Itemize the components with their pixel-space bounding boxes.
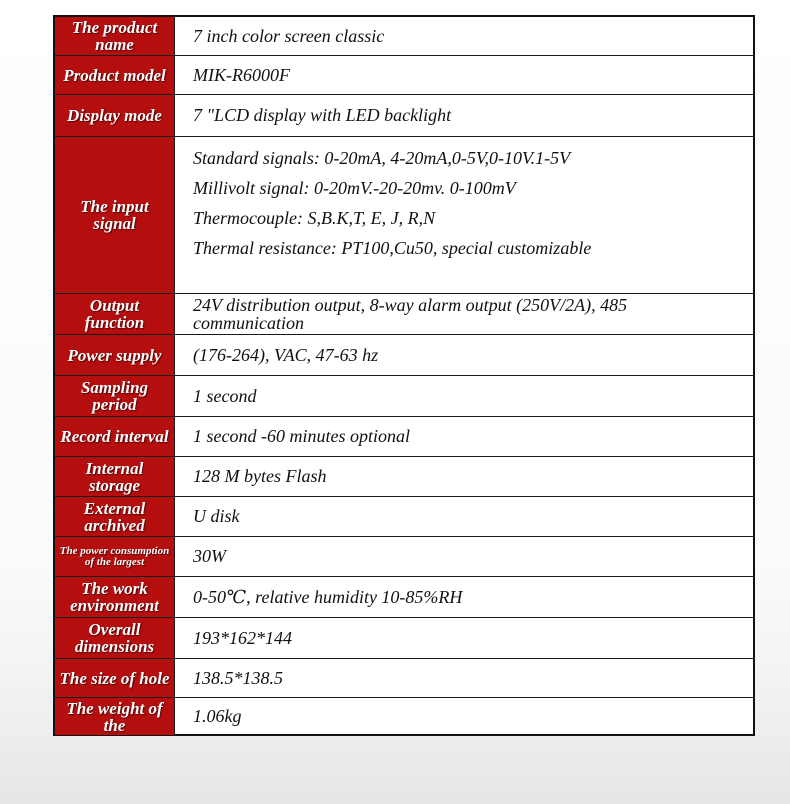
spec-row-overall-dimensions <box>55 618 753 659</box>
input-signal-line: Thermocouple: S,B.K,T, E, J, R,N <box>193 208 436 228</box>
spec-label: The input signal <box>55 137 175 293</box>
spec-row-hole-size <box>55 659 753 698</box>
spec-value: U disk <box>193 506 240 526</box>
spec-row-external-archived <box>55 497 753 537</box>
spec-value: 138.5*138.5 <box>193 667 283 688</box>
spec-value-list <box>175 137 753 293</box>
spec-value: MIK-R6000F <box>193 64 290 85</box>
spec-row-input-signal <box>55 137 753 294</box>
spec-value: 0-50℃, relative humidity 10-85%RH <box>193 586 463 607</box>
spec-row-product-name <box>55 17 753 56</box>
spec-label: The weight of the <box>55 698 175 735</box>
spec-row-record-interval <box>55 417 753 457</box>
input-signal-line: Standard signals: 0-20mA, 4-20mA,0-5V,0-10V.1-5V <box>193 148 571 168</box>
spec-label: The size of hole <box>55 659 175 697</box>
spec-label: Record interval <box>55 417 175 456</box>
input-signal-line: Millivolt signal: 0-20mV.-20-20mv. 0-100mV <box>193 178 516 198</box>
spec-row-power-consumption <box>55 537 753 577</box>
spec-value: 7 "LCD display with LED backlight <box>193 105 452 125</box>
spec-value: (176-264), VAC, 47-63 hz <box>193 344 379 365</box>
spec-label: Product model <box>55 56 175 94</box>
spec-label: Internal storage <box>55 457 175 496</box>
spec-row-display-mode <box>55 95 753 137</box>
spec-row-internal-storage <box>55 457 753 497</box>
spec-label: The power consumption of the largest <box>55 537 175 576</box>
spec-value: 193*162*144 <box>193 627 292 648</box>
spec-value: 1 second -60 minutes optional <box>193 426 410 446</box>
spec-row-power-supply <box>55 335 753 376</box>
spec-value: 24V distribution output, 8-way alarm output (250V/2A), 485 communication <box>193 295 628 333</box>
spec-row-weight <box>55 698 753 735</box>
spec-label: Power supply <box>55 335 175 375</box>
spec-label: External archived <box>55 497 175 536</box>
spec-value: 7 inch color screen classic <box>193 25 385 46</box>
spec-label: Display mode <box>55 95 175 136</box>
input-signal-line: Thermal resistance: PT100,Cu50, special customizable <box>193 238 592 258</box>
spec-row-output-function <box>55 294 753 335</box>
spec-label: Sampling period <box>55 376 175 416</box>
spec-value: 1 second <box>193 385 257 406</box>
spec-value: 128 M bytes Flash <box>193 466 327 486</box>
spec-row-product-model <box>55 56 753 95</box>
spec-label: The product name <box>55 17 175 55</box>
spec-label: The work environment <box>55 577 175 617</box>
spec-row-work-environment <box>55 577 753 618</box>
spec-table <box>53 15 755 736</box>
spec-label: Overall dimensions <box>55 618 175 658</box>
spec-row-sampling-period <box>55 376 753 417</box>
spec-value: 30W <box>193 546 226 566</box>
spec-value: 1.06kg <box>193 706 242 726</box>
spec-label: Output function <box>55 294 175 334</box>
